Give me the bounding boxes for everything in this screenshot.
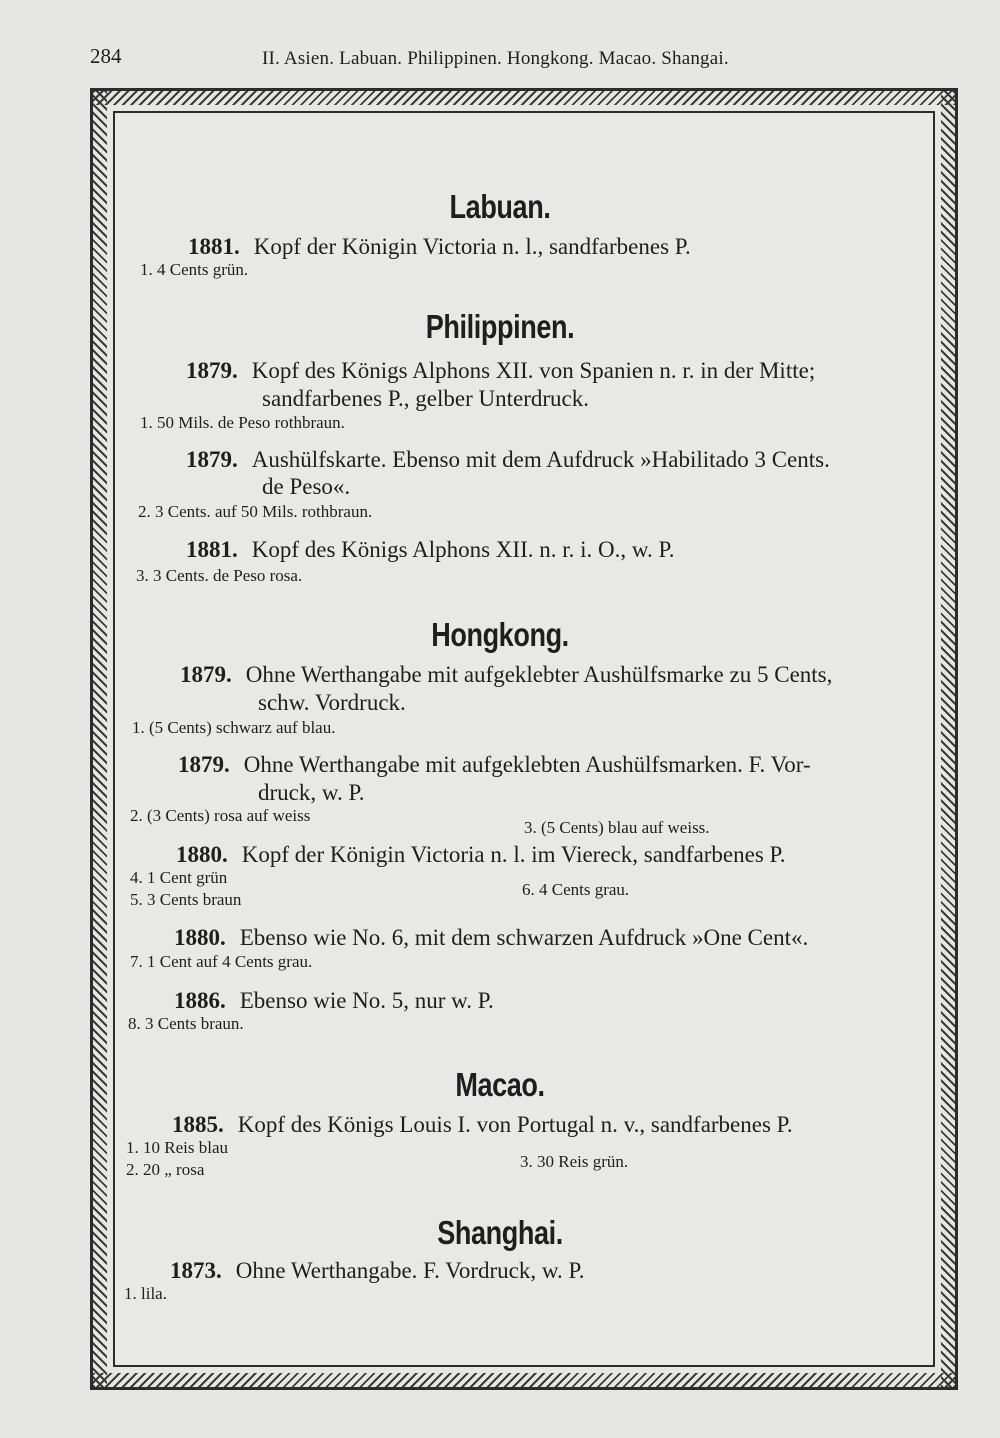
section-title-labuan: Labuan. bbox=[449, 188, 551, 225]
entry-description: Ohne Werthangabe. F. Vordruck, w. P. bbox=[235, 1258, 585, 1283]
entry-item: 3. 3 Cents. de Peso rosa. bbox=[136, 566, 303, 585]
entry-description: Kopf des Königs Alphons XII. von Spanien n. r. in der Mitte; bbox=[251, 358, 816, 383]
entry-heading bbox=[170, 1258, 584, 1284]
entry-heading bbox=[178, 752, 811, 778]
entry-year: 1879. bbox=[186, 358, 238, 383]
entry-year: 1881. bbox=[186, 537, 238, 562]
entry-item: 1. lila. bbox=[124, 1284, 167, 1303]
section-title-philippinen: Philippinen. bbox=[425, 308, 575, 345]
entry-item: 2. (3 Cents) rosa auf weiss bbox=[130, 806, 311, 825]
entry-item: 3. (5 Cents) blau auf weiss. bbox=[524, 818, 710, 837]
entry-continuation: de Peso«. bbox=[262, 474, 351, 499]
entry-description: Kopf der Königin Victoria n. l., sandfarbenes P. bbox=[253, 234, 691, 259]
entry-heading bbox=[186, 537, 675, 563]
entry-description: Kopf des Königs Louis I. von Portugal n. v., sandfarbenes P. bbox=[237, 1112, 793, 1137]
entry-heading bbox=[172, 1112, 793, 1138]
page-number: 284 bbox=[90, 44, 122, 68]
entry-item: 8. 3 Cents braun. bbox=[128, 1014, 244, 1033]
section-title-shanghai: Shanghai. bbox=[437, 1214, 563, 1251]
entry-year: 1886. bbox=[174, 988, 226, 1013]
section-title-hongkong: Hongkong. bbox=[431, 616, 569, 653]
entry-item: 5. 3 Cents braun bbox=[130, 890, 242, 909]
entry-description: Kopf der Königin Victoria n. l. im Viereck, sandfarbenes P. bbox=[241, 842, 786, 867]
entry-continuation: schw. Vordruck. bbox=[258, 690, 406, 715]
entry-item: 4. 1 Cent grün bbox=[130, 868, 228, 887]
entry-item: 1. 4 Cents grün. bbox=[140, 260, 249, 279]
section-title-macao: Macao. bbox=[455, 1066, 545, 1103]
entry-description: Ohne Werthangabe mit aufgeklebter Aushülfsmarke zu 5 Cents, bbox=[245, 662, 833, 687]
entry-item: 1. 10 Reis blau bbox=[126, 1138, 228, 1157]
entry-year: 1880. bbox=[176, 842, 228, 867]
entry-item: 3. 30 Reis grün. bbox=[520, 1152, 629, 1171]
entry-description: Ebenso wie No. 6, mit dem schwarzen Aufdruck »One Cent«. bbox=[239, 925, 809, 950]
entry-year: 1879. bbox=[178, 752, 230, 777]
entry-year: 1873. bbox=[170, 1258, 222, 1283]
entry-year: 1881. bbox=[188, 234, 240, 259]
entry-continuation: druck, w. P. bbox=[258, 780, 365, 805]
entry-year: 1879. bbox=[180, 662, 232, 687]
entry-item: 7. 1 Cent auf 4 Cents grau. bbox=[130, 952, 313, 971]
entry-heading bbox=[186, 358, 815, 384]
entry-heading bbox=[186, 447, 830, 473]
entry-item: 1. 50 Mils. de Peso rothbraun. bbox=[140, 413, 345, 432]
entry-continuation: sandfarbenes P., gelber Unterdruck. bbox=[262, 386, 589, 411]
running-title: II. Asien. Labuan. Philippinen. Hongkong. Macao. Shangai. bbox=[262, 48, 729, 69]
entry-year: 1880. bbox=[174, 925, 226, 950]
entry-description: Ohne Werthangabe mit aufgeklebten Aushülfsmarken. F. Vor- bbox=[243, 752, 811, 777]
entry-item: 6. 4 Cents grau. bbox=[522, 880, 630, 899]
entry-heading bbox=[188, 234, 691, 260]
entry-item: 2. 3 Cents. auf 50 Mils. rothbraun. bbox=[138, 502, 373, 521]
entry-heading bbox=[180, 662, 832, 688]
entry-item: 1. (5 Cents) schwarz auf blau. bbox=[132, 718, 336, 737]
entry-description: Aushülfskarte. Ebenso mit dem Aufdruck »Habilitado 3 Cents. bbox=[251, 447, 830, 472]
entry-item: 2. 20 „ rosa bbox=[126, 1160, 205, 1179]
entry-heading bbox=[174, 925, 808, 951]
entry-description: Kopf des Königs Alphons XII. n. r. i. O., w. P. bbox=[251, 537, 675, 562]
entry-heading bbox=[176, 842, 786, 868]
entry-year: 1885. bbox=[172, 1112, 224, 1137]
entry-heading bbox=[174, 988, 494, 1014]
entry-description: Ebenso wie No. 5, nur w. P. bbox=[239, 988, 494, 1013]
entry-year: 1879. bbox=[186, 447, 238, 472]
